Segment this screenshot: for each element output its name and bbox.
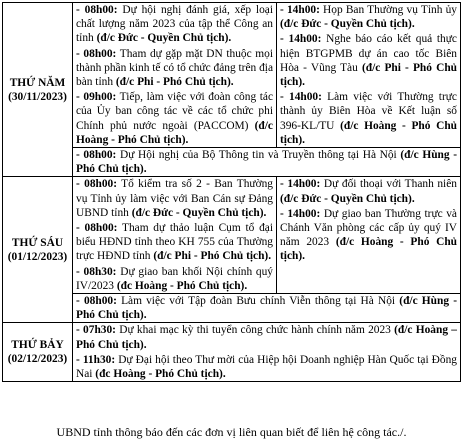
- entry-time: - 14h00:: [280, 4, 320, 16]
- entry-person: (đ/c Phi - Phó Chủ tịch).: [280, 61, 457, 89]
- day-name: THỨ NĂM: [9, 76, 66, 89]
- entry-time: - 08h00:: [76, 4, 118, 16]
- entry-person: (đ/c Phi - Phó Chủ tịch).: [115, 76, 234, 89]
- schedule-entry: [76, 353, 457, 381]
- entry-text: Tham dự thảo luận Cụm tổ đại biểu HĐND tỉnh theo KH 755 của Thường trực HĐND tỉnh: [76, 222, 273, 263]
- entry-time: - 08h30:: [76, 265, 117, 278]
- schedule-entry: [76, 294, 457, 322]
- schedule-entry: [76, 177, 273, 220]
- entry-time: - 08h00:: [76, 222, 118, 235]
- thursday-row: [3, 3, 461, 148]
- day-name: THỨ BẢY: [11, 339, 64, 352]
- entry-text: Họp Ban Thường vụ Tỉnh ủy: [319, 4, 457, 16]
- day-date: (02/12/2023): [7, 353, 68, 366]
- schedule-entry: [280, 3, 457, 31]
- entry-time: - 08h00:: [76, 47, 117, 60]
- entry-text: Dự giao ban Thường trực và Chánh Văn phòng các cấp ủy quý IV năm 2023: [280, 207, 457, 249]
- entry-person: (đ/c Hùng - Phó Chủ tịch).: [76, 295, 457, 322]
- entry-text: Nghe báo cáo kết quả thực hiện BTGPMB dự án cao tốc Biên Hòa - Vũng Tàu: [280, 33, 457, 74]
- schedule-entry: [280, 177, 457, 205]
- schedule-entry: [76, 3, 273, 46]
- saturday-row: [3, 323, 461, 382]
- entry-person: (đ/c Phi - Phó Chủ tịch).: [153, 250, 272, 263]
- schedule-entry: [280, 32, 457, 89]
- schedule-entry: [76, 323, 457, 351]
- entry-time: - 09h00:: [76, 91, 117, 104]
- entry-person: (đc Hoàng - Phó Chủ tịch).: [116, 279, 248, 292]
- friday-day-cell: [3, 177, 73, 323]
- entry-time: - 11h30:: [76, 353, 116, 366]
- entry-time: - 08h00:: [76, 149, 117, 162]
- entry-text: Tiếp, làm việc với đoàn công tác của Ủy ban công tác về các tổ chức phi Chính phủ nước ngoài (PACCOM): [76, 91, 273, 132]
- entry-person: (đ/c Đức - Quyền Chủ tịch).: [280, 192, 415, 205]
- entry-person: (đ/c Hoàng - Phó Chủ tịch).: [280, 236, 457, 263]
- notice-footer: UBND tỉnh thông báo đến các đơn vị liên quan biết để liên hệ công tác./.: [56, 425, 407, 439]
- entry-text: Dự đối thoại với Thanh niên: [320, 178, 457, 191]
- entry-time: - 08h00:: [76, 178, 118, 191]
- day-date: (30/11/2023): [8, 90, 67, 103]
- saturday-day-cell: [3, 323, 73, 382]
- entry-person: (đ/c Hoàng - Phó Chủ tịch).: [76, 119, 273, 146]
- friday-full-cell: [73, 294, 461, 323]
- entry-time: - 14h00:: [280, 91, 322, 104]
- entry-time: - 14h00:: [280, 178, 321, 191]
- friday-afternoon-cell: [277, 177, 461, 294]
- schedule-entry: [280, 90, 457, 147]
- schedule-entry: [76, 90, 273, 147]
- entry-text: Dự Hội nghị của Bộ Thông tin và Truyền thông tại Hà Nội: [116, 149, 401, 162]
- entry-person: (đ/c Đức - Quyền Chủ tịch).: [131, 206, 267, 219]
- saturday-full-cell: [73, 323, 461, 382]
- thursday-day-cell: [3, 3, 73, 177]
- schedule-entry: [76, 221, 273, 264]
- entry-text: Tham dự gặp mặt DN thuộc mọi thành phần kinh tế có tổ chức đảng trên địa bàn tỉnh: [76, 47, 273, 89]
- entry-text: Làm việc với Thường trực thành ủy Biên Hòa về Kết luận số 396-KL/TU: [280, 91, 457, 132]
- entry-person: (đ/c Hùng - Phó Chủ tịch).: [76, 149, 457, 176]
- entry-text: Dự khai mạc kỳ thi tuyển công chức hành chính năm 2023: [115, 324, 395, 337]
- entry-person: (đ/c Hoàng – Phó Chủ tịch).: [76, 324, 458, 351]
- entry-person: (đ/c Hoàng - Phó Chủ tịch).: [280, 119, 458, 146]
- entry-text: Làm việc với Tập đoàn Bưu chính Viễn thông tại Hà Nội: [116, 295, 400, 308]
- schedule-entry: [280, 207, 457, 264]
- entry-person: (đc Hoàng - Phó Chủ tịch).: [95, 368, 226, 381]
- entry-text: Tổ kiểm tra số 2 - Ban Thường vụ Tỉnh ủy làm việc với Ban Cán sự Đảng UBND tỉnh: [76, 178, 273, 219]
- entry-text: Dự hội nghị đánh giá, xếp loại chất lượng năm 2023 của tập thể Công an tỉnh: [76, 4, 273, 45]
- weekly-schedule-table: [2, 2, 461, 382]
- schedule-entry: [76, 265, 273, 293]
- schedule-entry: [76, 47, 273, 90]
- friday-morning-cell: [73, 177, 277, 294]
- entry-person: (đ/c Đức - Quyền Chủ tịch).: [280, 18, 415, 31]
- day-date: (01/12/2023): [7, 250, 68, 263]
- schedule-entry: [76, 148, 457, 176]
- entry-text: Dự Đại hội theo Thư mời của Hiệp hội Doanh nghiệp Hàn Quốc tại Đồng Nai: [76, 353, 457, 381]
- entry-person: (đ/c Đức - Quyền Chủ tịch).: [96, 32, 232, 45]
- friday-row: [3, 177, 461, 294]
- entry-time: - 14h00:: [280, 207, 321, 220]
- entry-time: - 14h00:: [280, 33, 322, 46]
- entry-time: - 07h30:: [76, 324, 116, 337]
- entry-text: Dự giao ban khối Nội chính quý IV/2023: [76, 265, 273, 292]
- thursday-full-cell: [73, 148, 461, 177]
- entry-time: - 08h00:: [76, 295, 117, 308]
- day-name: THỨ SÁU: [11, 236, 64, 249]
- thursday-morning-cell: [73, 3, 277, 148]
- thursday-afternoon-cell: [277, 3, 461, 148]
